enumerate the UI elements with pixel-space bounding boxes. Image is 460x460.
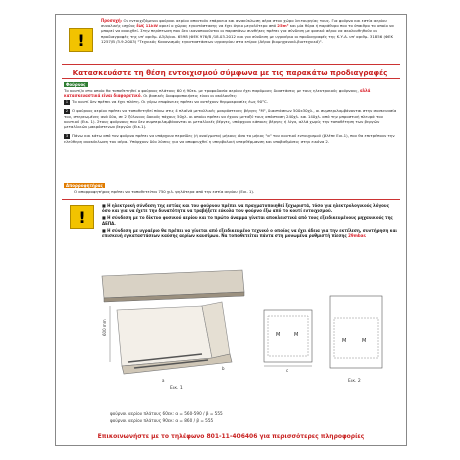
divider-top [62, 64, 400, 65]
oven-item [64, 108, 398, 129]
divider-heading [62, 78, 400, 79]
cabinet-outline [264, 310, 312, 362]
cabinet-outline [330, 296, 382, 368]
dimension-600-label: 600 mm [102, 319, 107, 336]
oven-intro [64, 88, 398, 98]
spec-line-60: φούρνοι αερίου πλάτους 60εκ: α = 560-590 / β = 555 [110, 411, 223, 416]
oven-outline [268, 316, 308, 356]
item-text: Το κουτί δεν πρέπει να έχει πλάτη. Οι γύρω επιφάνειες πρέπει να αντέχουν θερμοκρασίες έως 90°C. [72, 99, 268, 105]
warning-text-1: Οι εντοιχιζόμενοι φούρνοι αερίου απαιτούν επάρκεια και ανακύκλωση αέρα στον χώρο λειτουργίας τους. Για φούρνο και εστία αερίου συνολικής ισχύος [101, 18, 387, 29]
oven-intro-text: Το κουτί/ν στο οποίο θα τοποθετηθεί ο φούρνος πλάτους 60 ή 90εκ. με τροφοδοσία αερίου έχει παρόμοιες διαστάσεις με τους ηλεκτρικούς φούρνους, [64, 88, 359, 94]
figure-1 [102, 270, 244, 391]
hood-text: Ο απορροφητήρας πρέπει να τοποθετείται 750 χιλ. ψηλότερα από την εστία αερίου (Εικ. 1). [74, 189, 255, 195]
installation-diagram [62, 266, 398, 394]
oven-item [64, 133, 398, 144]
footer-suffix: για περισσότερες πληροφορίες [259, 433, 365, 440]
divider-mid [62, 199, 400, 200]
support-label-m: M [342, 338, 347, 344]
bullet-text: Η ηλεκτρική σύνδεση της εστίας και του φούρνου πρέπει να πραγματοποιηθεί ξεχωριστά, τόσο για ηλεκτρολογικούς λόγους όσο και για να έχετε την δυνατότητα να τραβήξετε εύκολα τον φούρνο έξω από το κουτί εντοιχισμού. [102, 203, 389, 214]
item-text: Ο φούρνος αερίου πρέπει να τοποθετηθεί πάνω στις 4 πλαϊνά μεταλλικές μακρόστενες βέργες "M", διαστάσεων 500x30χλ., οι συμπεριλαμβάνονται στην συσκευασία του, στερεωμένες ανά δύο, σε 2 ξύλινους δοκούς πάχους 50χλ. οι οποίοι πρέπει να έχουν μεταξύ τους απόσταση 240χλ. και 140χλ. από την μπροστινή πλευρά του κουτιού (Εικ. 1). Στους φούρνους που δεν συμπεριλαμβάνονται οι μεταλλικές βέργες, υπάρχουν κάποιες βέργες ή λίγα, αλλά χωρίς την τοποθέτηση των βεργών μεταλλικών μακρόστενων βεργών (Εικ.1). [64, 108, 397, 130]
warning-icon: ! [69, 28, 93, 52]
dimension-specs [110, 410, 223, 424]
oven-section-label: Φούρνος [66, 82, 86, 87]
page-heading: Κατασκευάστε τη θέση εντοιχισμού σύμφωνα με τις παρακάτω προδιαγραφές [72, 68, 388, 77]
figure-2b [330, 296, 382, 384]
connection-warnings [68, 203, 398, 263]
warning-text-3: και μία θύρα ή παράθυρο που το ύπαιθρο το οποίο να μπορεί να ανοιχθεί. Στην περίπτωση που δεν ικανοποιούνται οι παραπάνω συνθήκες πρέπει για σύνδεση με φυσικό αέριο να ακολουθηθούν οι προδιαγραφές της υπ' αριθμ. Δ3/Α/οικ. 6598 (ΦΕΚ 976/Β /18.03.2012 και για σύνδεση με υγραέριο οι προδιαγραφές της Κ.Υ.Α. υπ' αριθμ. 31856 (ΦΕΚ 1257/Β /3.9.2003) "Τεχνικός Κανονισμός εγκαταστάσεων υγραερίου στα κτίρια (Αέριο βιομηχανικό-βιοτεχνικό)". [101, 23, 394, 44]
oven-intro-highlight: αλλά κατασκευαστικά είναι διαφορετικό. [64, 88, 371, 99]
item-number: 2 [65, 109, 69, 114]
bullet-item: ■ Η σύνδεση με υγραέριο θα πρέπει να γίνεται από εξειδικευμένο τεχνικό ο οποίος να έχει άδεια για την εκτέλεση, συντήρηση και επισκευή εγκαταστάσεων καύσης αερίων καυσίμων. Να τοποθετείται πάντα στη μονωμένα ρυθμιστή πίεσης 29mbar. [102, 227, 397, 239]
spec-line-90: φούρνοι αερίου πλάτους 90εκ: α = 860 / β = 555 [110, 418, 214, 423]
warning-icon: ! [70, 205, 94, 229]
footer-prefix: Επικοινωνήστε με το τηλέφωνο [97, 433, 205, 440]
figure-2a [264, 310, 312, 373]
dimension-a-label: a [162, 378, 165, 383]
figure-1-caption: Εικ. 1 [170, 386, 183, 391]
warning-power: έως 11kW [136, 23, 158, 29]
footer-phone[interactable]: 801-11-406406 [206, 433, 258, 440]
warning-text-2: αρκεί ο χώρος εγκατάστασης να έχει όγκο μεγαλύτερο από [159, 23, 277, 29]
support-label-m: M [362, 338, 367, 344]
cabinet-recess [117, 306, 212, 366]
top-warning [65, 18, 399, 60]
support-label-m: M [276, 332, 281, 338]
dimension-c-label: c [286, 368, 289, 373]
figure-2-caption: Εικ. 2 [348, 379, 361, 384]
oven-section [64, 82, 398, 145]
item-number: 1 [65, 100, 69, 105]
hood-section-label: Απορροφητήρας [66, 183, 103, 188]
contact-footer [55, 433, 407, 440]
hood-section [64, 183, 398, 195]
item-number: 3 [65, 133, 69, 138]
bullet-text: Η σύνδεση με υγραέριο θα πρέπει να γίνεται από εξειδικευμένο τεχνικό ο οποίος να έχει άδεια για την εκτέλεση, συντήρηση και επισκευή εγκαταστάσεων καύσης αερίων καυσίμων. Να τοποθετείται πάντα στη μονωμένα ρυθμιστή πίεσης [102, 227, 397, 239]
dimension-b-label: b [222, 366, 225, 371]
bullet-list [102, 203, 398, 238]
oven-intro-end: Οι βασικές διαφοροποιήσεις είναι οι ακόλουθες: [143, 93, 238, 99]
oven-outline [334, 318, 378, 358]
bullet-pressure: 29mbar. [348, 233, 367, 239]
top-warning-text [101, 18, 397, 44]
bullet-text: Η σύνδεση με το δίκτυο φυσικού αερίου και το πρώτο άναμμα γίνεται αποκλειστικά από τους εξειδικευμένους μηχανικούς της ΔΕΠΑ. [102, 215, 393, 226]
bullet-item: ■ Η σύνδεση με το δίκτυο φυσικού αερίου και το πρώτο άναμμα γίνεται αποκλειστικά από τους εξειδικευμένους μηχανικούς της ΔΕΠΑ. [102, 215, 393, 226]
support-label-m: M [294, 332, 299, 338]
warning-volume: 25m³ [277, 23, 289, 29]
bullet-item: ■ Η ηλεκτρική σύνδεση της εστίας και του φούρνου πρέπει να πραγματοποιηθεί ξεχωριστά, τόσο για ηλεκτρολογικούς λόγους όσο και για να έχετε την δυνατότητα να τραβήξετε εύκολα τον φούρνο έξω από το κουτί εντοιχισμού. [102, 203, 389, 214]
item-text: Πάνω και κάτω από τον φούρνο πρέπει να υπάρχουν περσίδες (ή ανοίγματα) μήκους όσο το μήκος "α" του κουτιού εντοιχισμού (βλέπε Εικ.1), που θα επιτρέπουν την ελεύθερη ανακύκλωση του αέρα. Υπάρχουν δύο λύσεις για να αποφευχθεί η υπερβολική υπερθέρμανση και υποβαθμίσεις στην εικόνα 2. [64, 132, 395, 144]
oven-item [64, 99, 398, 105]
warning-lead: Προσοχή: [101, 18, 123, 23]
